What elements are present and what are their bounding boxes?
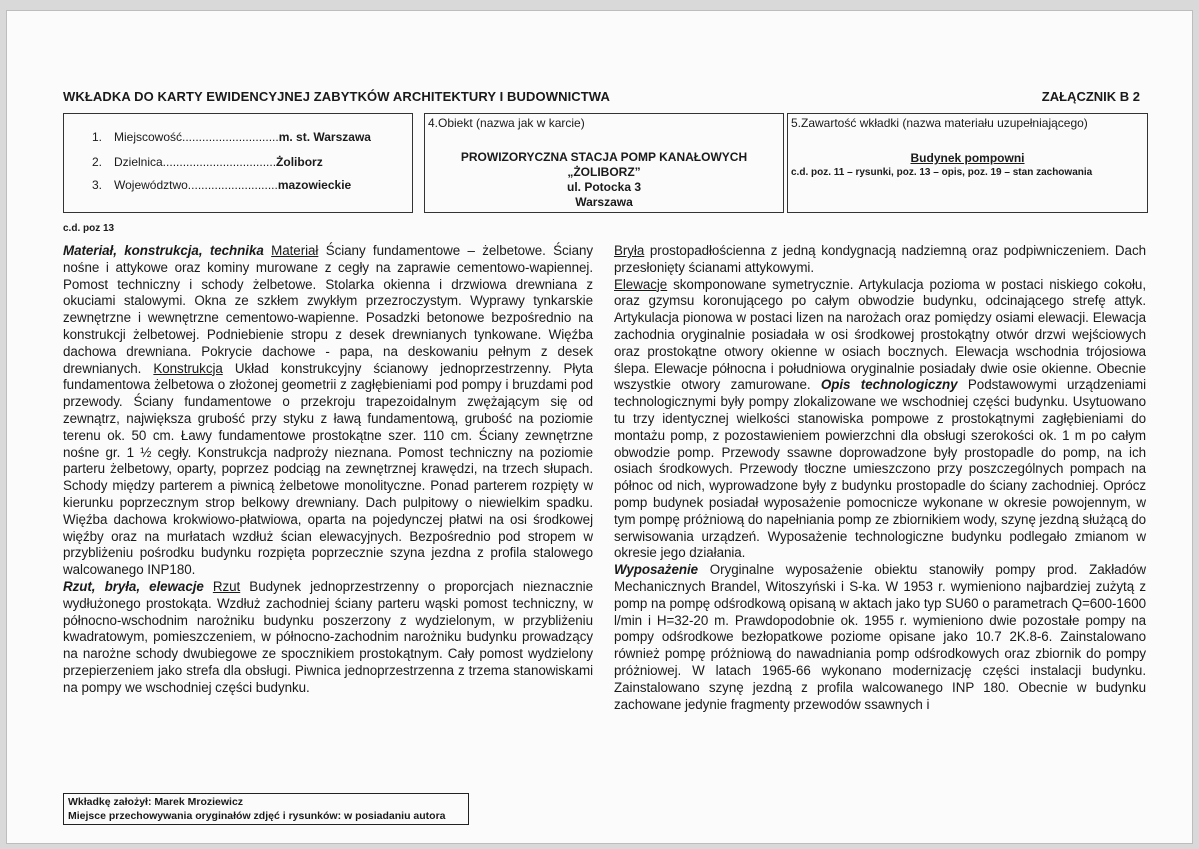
location-row-city	[92, 130, 371, 144]
annex-label: ZAŁĄCZNIK B 2	[1041, 89, 1140, 104]
object-box	[424, 113, 784, 213]
row-number: 2.	[92, 155, 103, 169]
section-heading: Wyposażenie	[614, 562, 699, 578]
paragraph-text: Ściany fundamentowe – żelbetowe. Ściany nośne i attykowe oraz kominy murowane z cegły na zaprawie cementowo-wapiennej. Pomost techniczny i schody żelbetowe. Stolarka okienna i drzwiowa drewniana z okuciami stalowymi. Okna ze szkłem zwykłym przezroczystym. Wyprawy tynkarskie zewnętrzne i wewnętrzne cementowo-wapienne. Posadzki betonowe bezpośrednio na konstrukcji żelbetowej. Podniebienie stropu z desek drewnianych tynkowane. Więźba dachowa drewniana. Pokrycie dachowe - papa, na deskowaniu pełnym z desek drewnianych.	[63, 243, 594, 376]
location-row-district	[92, 155, 323, 169]
row-number: 3.	[92, 178, 103, 192]
paragraph-equipment	[614, 562, 1146, 713]
row-label: Dzielnica..................................	[114, 155, 277, 169]
subsection-label: Elewacje	[614, 276, 668, 292]
continuation-label: c.d. poz 13	[63, 223, 115, 234]
subsection-label: Materiał	[271, 243, 319, 258]
location-box	[63, 113, 413, 213]
object-box-label: 4.Obiekt (nazwa jak w karcie)	[428, 116, 585, 130]
paragraph-text: prostopadłościenna z jedną kondygnacją nadziemną oraz podpiwniczeniem. Dach przesłonięty ścianami attykowymi.	[614, 243, 1146, 275]
row-number: 1.	[92, 130, 103, 144]
document-title: WKŁADKA DO KARTY EWIDENCYJNEJ ZABYTKÓW ARCHITEKTURY I BUDOWNICTWA	[63, 89, 610, 104]
subsection-label: Rzut	[212, 578, 241, 594]
attachment-description: c.d. poz. 11 – rysunki, poz. 13 – opis, poz. 19 – stan zachowania	[791, 167, 1093, 178]
section-heading: Materiał, konstrukcja, technika	[63, 243, 264, 258]
paragraph-material-construction	[63, 243, 593, 579]
subsection-label: Konstrukcja	[153, 360, 223, 376]
document-sheet	[6, 10, 1193, 844]
paragraph-text: skomponowane symetrycznie. Artykulacja pozioma w postaci niskiego cokołu, oraz gzymsu koronującego po całym obwodzie budynku, odcinającego strefę attyk. Artykulacja pionowa w postaci lizen na narożach oraz pomiędzy osiami elewacji. Elewacja zachodnia oryginalnie posiadała w osi środkowej prostokątny otwór drzwi wejściowych oraz prostokątne otwory okienne w osiach bocznych. Elewacja wschodnia trójosiowa ślepa. Elewacje północna i południowa oryginalnie posiadały dwie osie okienne. Obecnie wszystkie otwory zamurowane.	[614, 276, 1146, 393]
paragraph-text: Układ konstrukcyjny ścianowy jednoprzestrzenny. Płyta fundamentowa żelbetowa o złożonej geometrii z zagłębieniami pod pompy i bruzdami pod przewody. Ściany fundamentowe o przekroju trapezoidalnym zwężającym się od zewnątrz, największa grubość przy styku z ławą fundamentową, grubość na poziomie terenu ok. 50 cm. Ławy fundamentowe prostokątne szer. 110 cm. Ściany zewnętrzne nośne gr. 1 ½ cegły. Konstrukcja nadproży nieznana. Pomost techniczny na poziomie parteru żelbetowy, oparty, poprzez podciąg na zewnętrznej krawędzi, na trzech słupach. Schody między parterem a piwnicą żelbetowe monolityczne. Ponad parterem rozpięty w kierunku poprzecznym strop belkowy drewniany. Dach pulpitowy o niewielkim spadku. Więźba dachowa krokwiowo-płatwiowa, oparta na pojedynczej płatwi na osi środkowej więźby oraz na murłatach wzdłuż ścian elewacyjnych. Bezpośrednio pod stropem w przybliżeniu pośrodku budynku rozpięta poprzecznie szyna jezdna z profila stalowego walcowanego INP180.	[63, 360, 593, 578]
footer-storage: Miejsce przechowywania oryginałów zdjęć i rysunków: w posiadaniu autora	[68, 810, 446, 822]
location-row-voivodeship	[92, 178, 351, 192]
attachment-box-label: 5.Zawartość wkładki (nazwa materiału uzupełniającego)	[791, 116, 1088, 130]
right-column	[614, 243, 1146, 713]
attachment-box	[787, 113, 1148, 213]
section-heading: Rzut, bryła, elewacje	[63, 578, 204, 594]
paragraph-text: Podstawowymi urządzeniami technologicznymi były pompy zlokalizowane we wschodniej części budynku. Usytuowano tu trzy identycznej wielkości stanowiska pompowe z prostokątnymi zagłębieniami do montażu pomp, z pozostawieniem powierzchni dla obsługi szerokości ok. 1 m po całym obwodzie pomp. Przewody ssawne doprowadzone były prostopadle do pomp, na ich osiach środkowych. Przewody tłoczne umieszczono przy poszczególnych pompach na północ od nich, wyprowadzone były z budynku prostopadle do ściany zachodniej. Oprócz pomp budynek posiadał wyposażenie pomocnicze wykonane w okresie powojennym, w tym pompę próżniową do napełniania pomp ze zbiornikiem wody, szynę jezdną służącą do serwisowania urządzeń. Wyposażenie technologiczne budynku podlegało zmianom w okresie jego działania.	[614, 377, 1147, 561]
attachment-title: Budynek pompowni	[910, 151, 1025, 165]
object-name	[425, 150, 783, 210]
object-line: PROWIZORYCZNA STACJA POMP KANAŁOWYCH	[460, 150, 748, 164]
row-label: Miejscowość.............................	[114, 130, 279, 144]
object-line: ul. Potocka 3	[566, 180, 642, 194]
paragraph-massing	[614, 243, 1146, 277]
left-column	[63, 243, 593, 697]
footer-box	[63, 793, 469, 825]
footer-author: Wkładkę założył: Marek Mroziewicz	[68, 796, 244, 808]
section-heading: Opis technologiczny	[820, 377, 958, 393]
subsection-label: Bryła	[614, 243, 645, 258]
row-label: Województwo...........................	[114, 178, 278, 192]
row-value: Żoliborz	[276, 155, 323, 169]
object-line: Warszawa	[575, 195, 633, 209]
paragraph-text: Oryginalne wyposażenie obiektu stanowiły pompy prod. Zakładów Mechanicznych Brandel, Witoszyński i S-ka. W 1953 r. wymieniono najbardziej zużytą z pomp na pompę odśrodkową opisaną w aktach jako typ SU60 o parametrach Q=600-1600 l/min i H=32-20 m. Prawdopodobnie ok. 1955 r. wymieniono dwie pozostałe pompy na pompy odśrodkowe bezłopatkowe poziome opisane jako 10.7 2K.8-6. Zainstalowano również pompę próżniową do nawadniania pomp odśrodkowych oraz zbiornik do pompy próżniowej. W latach 1965-66 wykonano modernizację części instalacji budynku. Zainstalowano szynę jezdną z profila walcowanego INP 180. Obecnie w budynku zachowane jedynie fragmenty przewodów ssawnych i	[614, 562, 1146, 712]
paragraph-text: Budynek jednoprzestrzenny o proporcjach nieznacznie wydłużonego prostokąta. Wzdłuż zachodniej ściany parteru wąski pomost techniczny, w północno-wschodnim narożniku budynku poszerzony z wydzielonym, w przybliżeniu kwadratowym, pomieszczeniem, w północno-zachodnim narożniku budynku prowadzący na narożne schody dwubiegowe ze spocznikiem prostokątnym. Cały pomost wydzielony przepierzeniem jako strefa dla obsługi. Piwnica jednoprzestrzenna z trzema stanowiskami na pompy we wschodniej części budynku.	[63, 578, 593, 695]
paragraph-elevations	[614, 277, 1146, 563]
row-value: mazowieckie	[277, 178, 352, 192]
object-line: „ŻOLIBORZ”	[567, 165, 641, 179]
row-value: m. st. Warszawa	[278, 130, 371, 144]
paragraph-plan	[63, 579, 593, 697]
